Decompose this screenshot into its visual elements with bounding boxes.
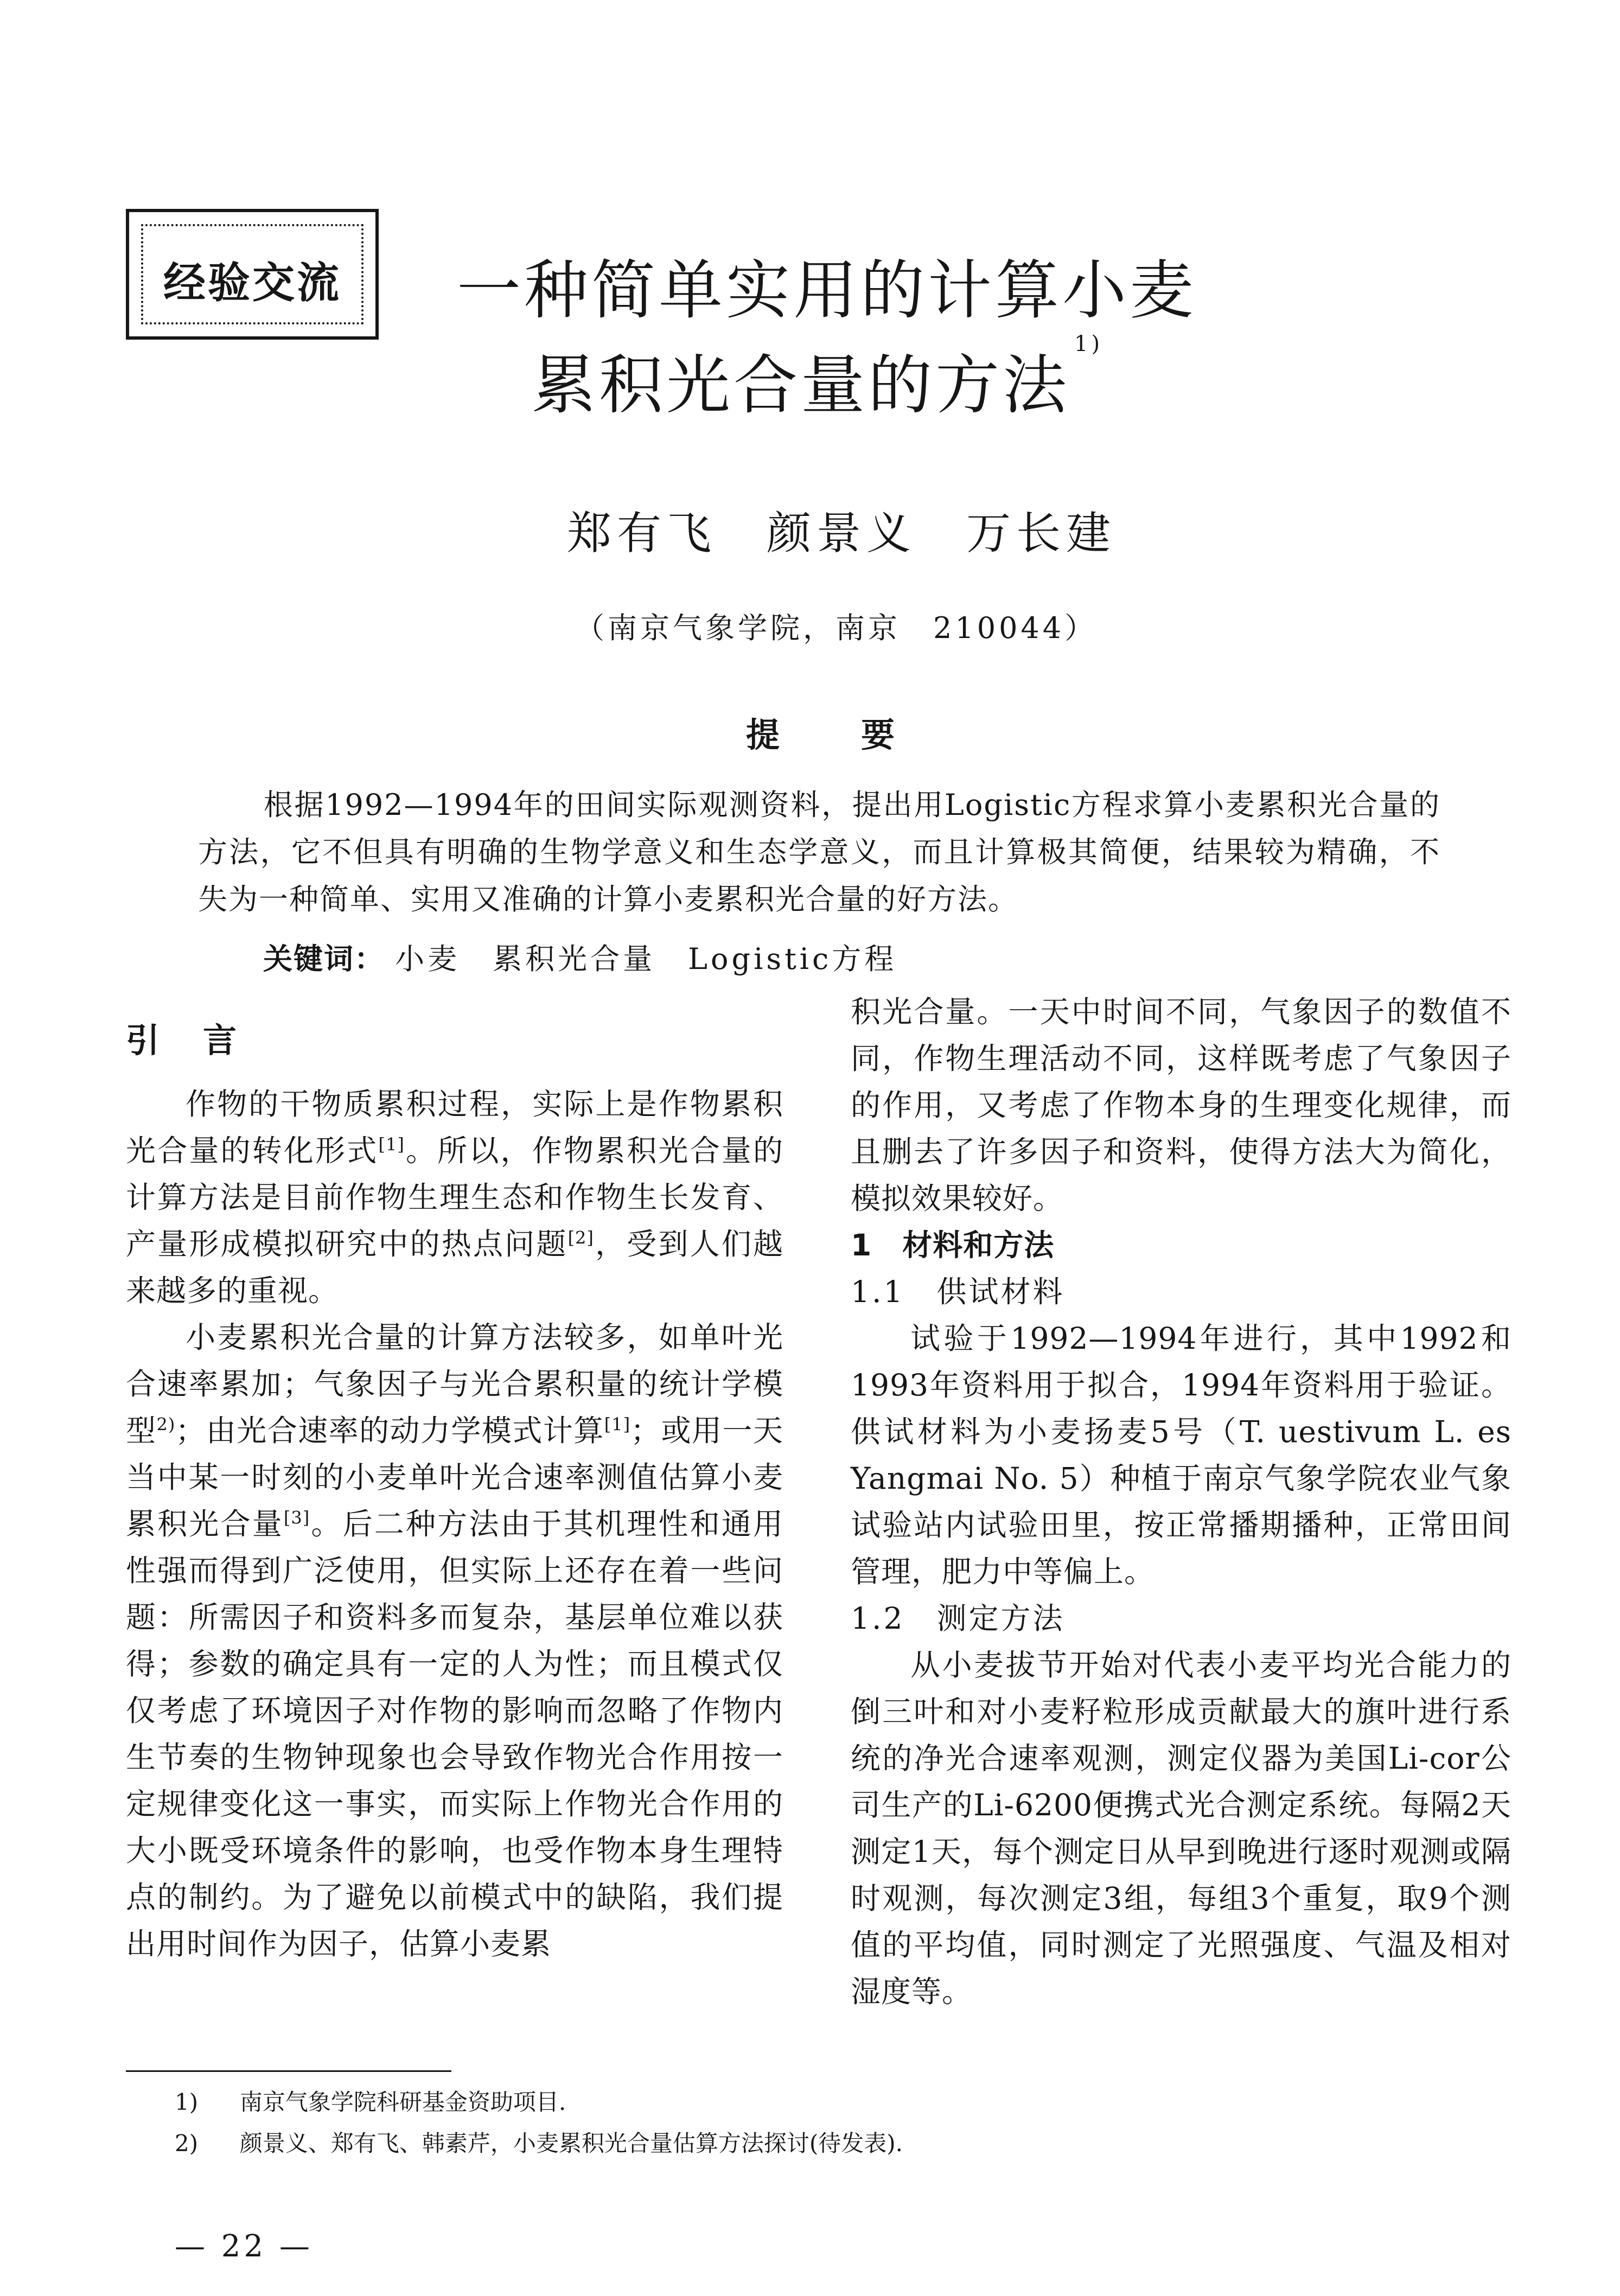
footnote-mark: 2): [175, 2130, 199, 2157]
citation: 2): [156, 1414, 176, 1435]
footnote-rule: [126, 2070, 451, 2072]
title-footnote-mark: 1): [1074, 331, 1104, 356]
title-line-2-text: 累积光合量的方法: [532, 348, 1070, 423]
footnote-1: [175, 2084, 566, 2117]
intro-paragraph-2: [126, 1314, 783, 1967]
left-column: [126, 1081, 783, 1967]
title-line-2: [532, 331, 1104, 426]
text-run: 作物的干物质累积过程，实际上是作物累积光合量的转化形式: [126, 1087, 783, 1168]
text-run: ；或用一天当中某一时刻的小麦单叶光合速率测值估算小麦累积光合量: [126, 1413, 783, 1541]
materials-paragraph: 试验于1992—1994年进行，其中1992和1993年资料用于拟合，1994年资料用于验证。供试材料为小麦扬麦5号（T. uestivum L. es Yangmai No. 5）种植于南京气象学院农业气象试验站内试验田里，按正常播期播种，正常田间管理，肥力中等偏上。: [851, 1321, 1511, 1589]
section-1-2-heading: 1.2 测定方法: [851, 1601, 1065, 1636]
text-run: 。后二种方法由于其机理性和通用性强而得到广泛使用，但实际上还存在着一些问题：所需因子和资料多而复杂，基层单位难以获得；参数的确定具有一定的人为性；而且模式仅仅考虑了环境因子对作物的影响而忽略了作物内生节奏的生物钟现象也会导致作物光合作用按一定规律变化这一事实，而实际上作物光合作用的大小既受环境条件的影响，也受作物本身生理特点的制约。为了避免以前模式中的缺陷，我们提出用时间作为因子，估算小麦累: [126, 1507, 783, 1961]
abstract-heading: 提要: [746, 715, 977, 755]
citation: [1]: [604, 1414, 631, 1435]
methods-paragraph: 从小麦拔节开始对代表小麦平均光合能力的倒三叶和对小麦籽粒形成贡献最大的旗叶进行系统的净光合速率观测，测定仪器为美国Li-cor公司生产的Li-6200便携式光合测定系统。每隔2天测定1天，每个测定日从早到晚进行逐时观测或隔时观测，每次测定3组，每组3个重复，取9个测值的平均值，同时测定了光照强度、气温及相对湿度等。: [851, 1648, 1511, 2009]
citation: [2]: [567, 1227, 594, 1248]
intro-paragraph-1: [126, 1081, 783, 1314]
footnote-text: 南京气象学院科研基金资助项目.: [239, 2089, 566, 2115]
column-label: 经验交流: [163, 259, 341, 308]
title-line-1: 一种简单实用的计算小麦: [457, 253, 1197, 328]
text-run: 小麦累积光合量的计算方法较多，如单叶光合速率累加；气象因子与光合累积量的统计学模型: [126, 1320, 783, 1448]
intro-paragraph-continued: 积光合量。一天中时间不同，气象因子的数值不同，作物生理活动不同，这样既考虑了气象因子的作用，又考虑了作物本身的生理变化规律，而且删去了许多因子和资料，使得方法大为简化，模拟效果较好。: [851, 994, 1511, 1216]
column-badge: [126, 209, 379, 340]
section-1-heading: 1 材料和方法: [851, 1228, 1055, 1262]
footnote-text: 颜景义、郑有飞、韩素芹，小麦累积光合量估算方法探讨(待发表).: [239, 2130, 903, 2157]
citation: [1]: [378, 1134, 405, 1155]
affiliation: （南京气象学院，南京 210044）: [575, 611, 1098, 645]
text-run: ；由光合速率的动力学模式计算: [175, 1413, 604, 1448]
abstract-body: 根据1992—1994年的田间实际观测资料，提出用Logistic方程求算小麦累积光合量的方法，它不但具有明确的生物学意义和生态学意义，而且计算极其简便，结果较为精确，不失为一种简单、实用又准确的计算小麦累积光合量的好方法。: [198, 788, 1440, 916]
text-run: ，受到人们越来越多的重视。: [126, 1227, 783, 1308]
footnote-2: [175, 2126, 903, 2158]
intro-heading: 引言: [126, 1021, 280, 1060]
authors: 郑有飞 颜景义 万长建: [567, 508, 1117, 559]
footnote-mark: 1): [175, 2089, 199, 2115]
keywords: 小麦 累积光合量 Logistic方程: [395, 942, 897, 976]
section-1-1-heading: 1.1 供试材料: [851, 1274, 1065, 1309]
right-column: [851, 988, 1511, 2015]
citation: [3]: [283, 1507, 310, 1528]
page-number: — 22 —: [175, 2229, 313, 2264]
text-run: 。所以，作物累积光合量的计算方法是目前作物生理生态和作物生长发育、产量形成模拟研究中的热点问题: [126, 1133, 783, 1261]
abstract-text: [198, 781, 1440, 923]
keywords-label: 关键词：: [263, 942, 385, 976]
keywords-line: [263, 935, 897, 983]
